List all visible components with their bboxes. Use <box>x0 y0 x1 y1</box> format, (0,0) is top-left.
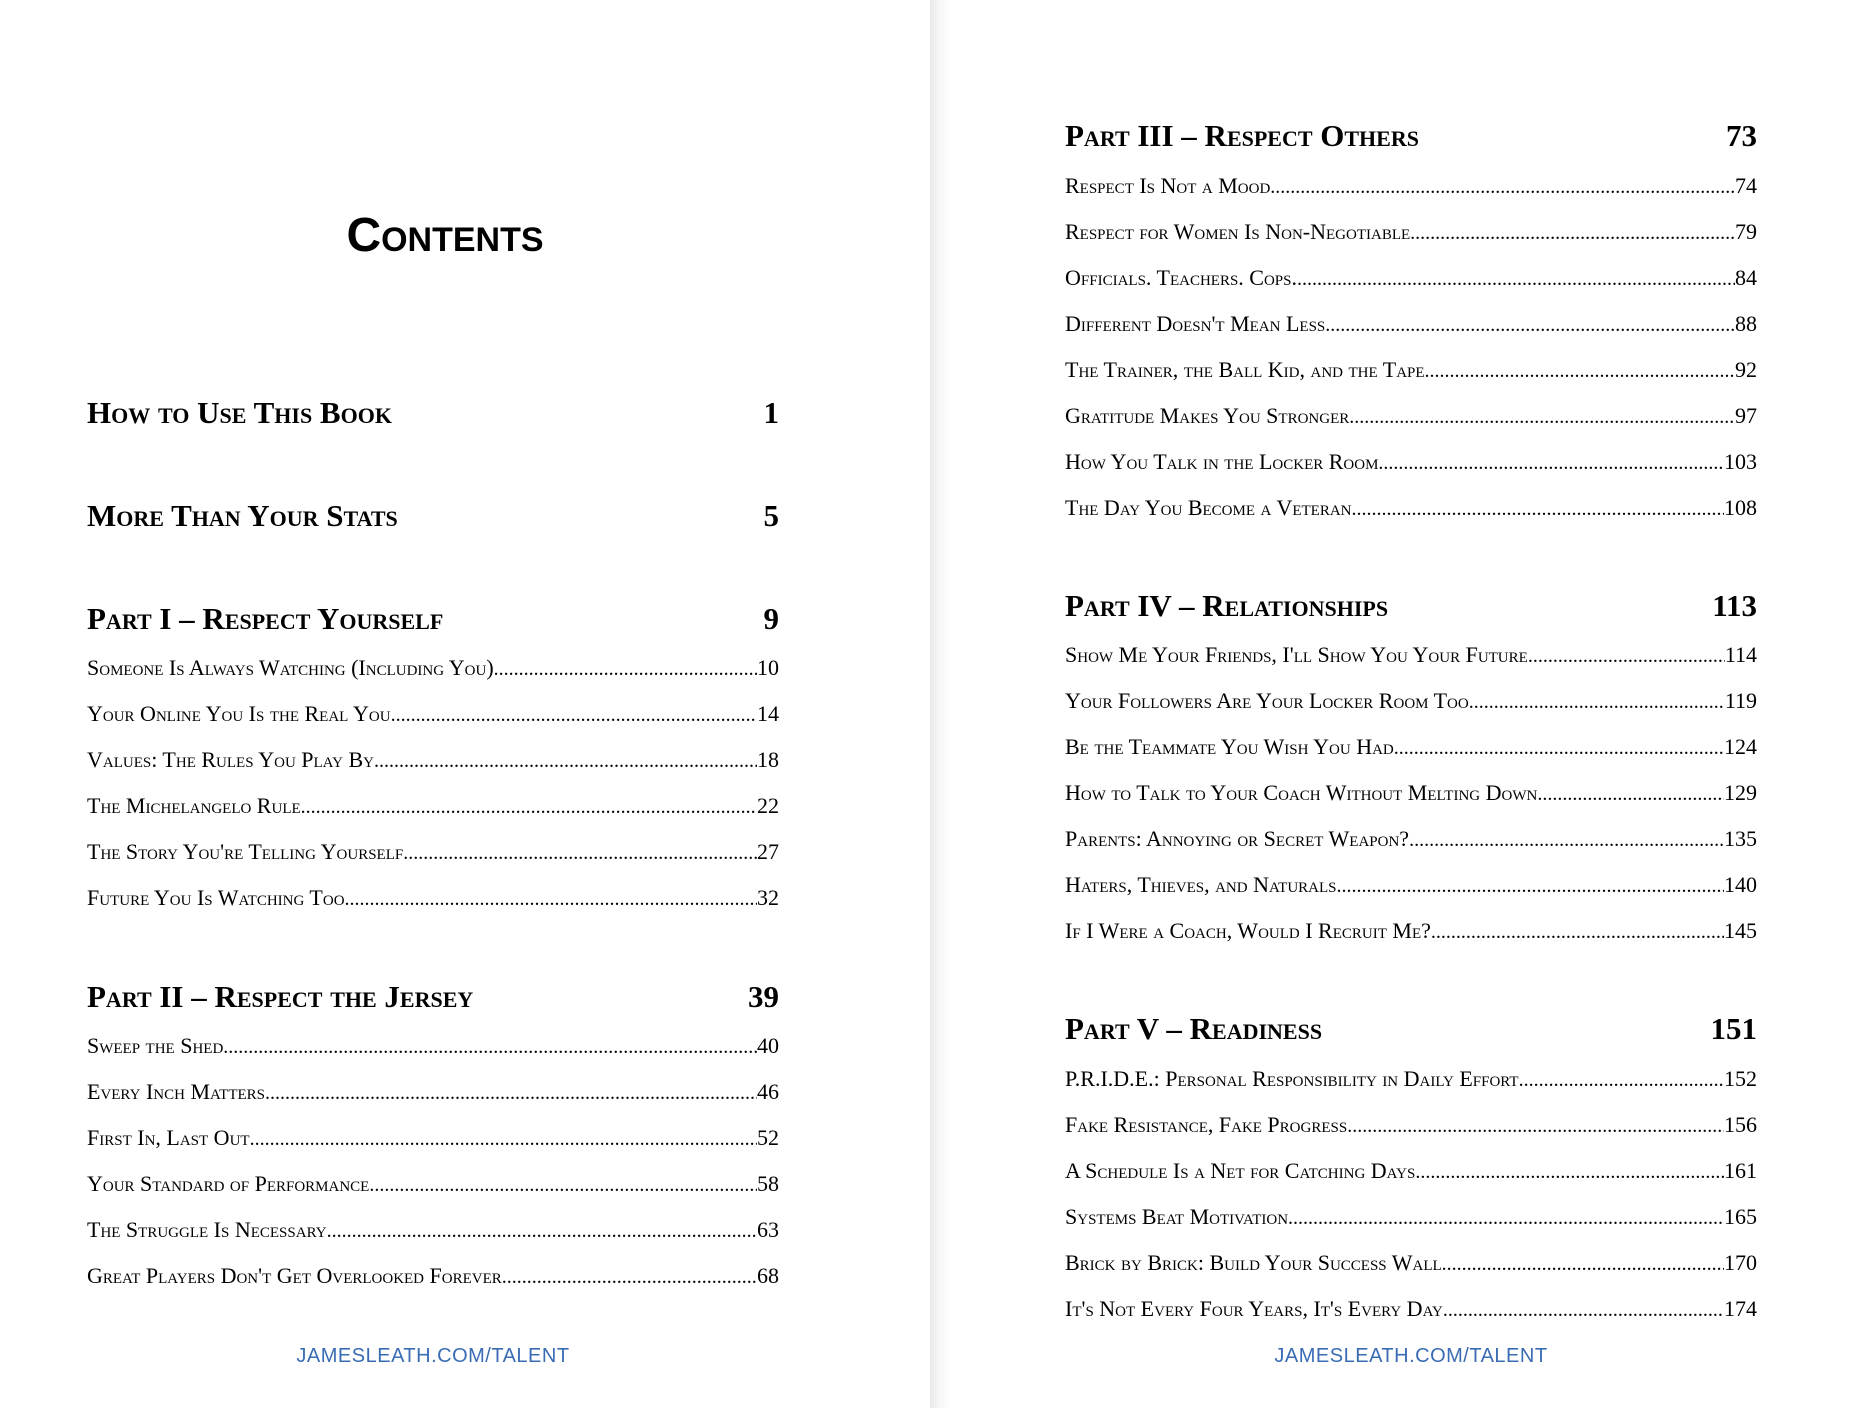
entry-page: 68 <box>757 1263 779 1288</box>
entry-page: 74 <box>1735 173 1757 198</box>
toc-heading[interactable] <box>87 395 779 431</box>
dot-leader <box>1297 265 1735 293</box>
toc-entry[interactable] <box>1065 1065 1757 1094</box>
contents-title: Contents <box>346 209 544 262</box>
entry-title: Fake Resistance, Fake Progress <box>1065 1112 1348 1137</box>
entry-page: 27 <box>757 839 779 864</box>
heading-title: How to Use This Book <box>87 395 392 430</box>
dot-leader <box>301 793 757 821</box>
heading-page: 1 <box>763 395 779 430</box>
entry-page: 140 <box>1724 872 1757 897</box>
entry-title: Your Standard of Performance <box>87 1171 370 1196</box>
entry-page: 10 <box>757 655 779 680</box>
entry-title: Brick by Brick: Build Your Success Wall <box>1065 1250 1442 1275</box>
dot-leader <box>1425 357 1735 385</box>
dot-leader <box>1431 918 1724 946</box>
toc-entry[interactable] <box>1065 641 1757 670</box>
part-page: 9 <box>763 601 779 636</box>
dot-leader <box>502 1263 757 1291</box>
dot-leader <box>391 701 757 729</box>
part-page: 151 <box>1710 1011 1757 1046</box>
entry-title: Values: The Rules You Play By <box>87 747 374 772</box>
footer-link[interactable]: JAMESLEATH.COM/TALENT <box>1274 1345 1548 1367</box>
toc-entry[interactable] <box>1065 356 1757 385</box>
dot-leader <box>1352 495 1725 523</box>
toc-entry[interactable] <box>1065 917 1757 946</box>
entry-page: 114 <box>1724 642 1757 667</box>
entry-page: 84 <box>1735 265 1757 290</box>
book-gutter <box>930 0 952 1408</box>
dot-leader <box>265 1079 757 1107</box>
dot-leader <box>1410 219 1735 247</box>
toc-entry[interactable] <box>1065 402 1757 431</box>
footer-link[interactable]: JAMESLEATH.COM/TALENT <box>296 1345 570 1367</box>
toc-entry[interactable] <box>87 1032 779 1061</box>
entry-page: 129 <box>1724 780 1757 805</box>
toc-entry[interactable] <box>1065 1295 1757 1324</box>
toc-entry[interactable] <box>87 1170 779 1199</box>
dot-leader <box>1349 403 1735 431</box>
dot-leader <box>1443 1296 1724 1324</box>
entry-page: 174 <box>1724 1296 1757 1321</box>
part-title: Part IV – Relationships <box>1065 588 1389 623</box>
dot-leader <box>374 747 757 775</box>
entry-page: 170 <box>1724 1250 1757 1275</box>
entry-title: How You Talk in the Locker Room <box>1065 449 1379 474</box>
entry-title: Future You Is Watching Too <box>87 885 345 910</box>
toc-entry[interactable] <box>1065 779 1757 808</box>
toc-entry[interactable] <box>1065 310 1757 339</box>
toc-entry[interactable] <box>1065 871 1757 900</box>
entry-title: Sweep the Shed <box>87 1033 224 1058</box>
dot-leader <box>1469 688 1725 716</box>
part-title: Part V – Readiness <box>1065 1011 1323 1046</box>
entry-title: The Michelangelo Rule <box>87 793 301 818</box>
dot-leader <box>1337 872 1725 900</box>
entry-page: 119 <box>1724 688 1757 713</box>
dot-leader <box>1415 1158 1724 1186</box>
entry-page: 88 <box>1735 311 1757 336</box>
toc-heading[interactable] <box>87 498 779 534</box>
entry-page: 145 <box>1724 918 1757 943</box>
entry-page: 152 <box>1724 1066 1757 1091</box>
entry-page: 156 <box>1724 1112 1757 1137</box>
entry-title: Gratitude Makes You Stronger <box>1065 403 1350 428</box>
dot-leader <box>345 885 757 913</box>
entry-page: 165 <box>1724 1204 1757 1229</box>
toc-entry[interactable] <box>87 1124 779 1153</box>
toc-entry[interactable] <box>87 746 779 775</box>
dot-leader <box>250 1125 757 1153</box>
entry-page: 18 <box>757 747 779 772</box>
dot-leader <box>1528 642 1725 670</box>
entry-title: Respect for Women Is Non-Negotiable <box>1065 219 1411 244</box>
part-page: 73 <box>1726 118 1757 153</box>
entry-page: 58 <box>757 1171 779 1196</box>
toc-entry[interactable] <box>87 654 779 683</box>
entry-title: Systems Beat Motivation <box>1065 1204 1289 1229</box>
toc-entry[interactable] <box>87 1078 779 1107</box>
dot-leader <box>403 839 757 867</box>
toc-entry[interactable] <box>1065 825 1757 854</box>
dot-leader <box>1325 311 1735 339</box>
dot-leader <box>223 1033 757 1061</box>
part-heading[interactable] <box>1065 1011 1757 1047</box>
entry-title: It's Not Every Four Years, It's Every Day <box>1065 1296 1443 1321</box>
entry-title: Be the Teammate You Wish You Had <box>1065 734 1394 759</box>
toc-entry[interactable] <box>1065 448 1757 477</box>
part-title: Part I – Respect Yourself <box>87 601 444 636</box>
toc-entry[interactable] <box>1065 1111 1757 1140</box>
entry-title: Parents: Annoying or Secret Weapon? <box>1065 826 1410 851</box>
entry-page: 14 <box>757 701 779 726</box>
toc-entry[interactable] <box>87 1262 779 1291</box>
dot-leader <box>1394 734 1724 762</box>
entry-title: The Trainer, the Ball Kid, and the Tape <box>1065 357 1425 382</box>
part-page: 39 <box>748 979 779 1014</box>
toc-entry[interactable] <box>1065 733 1757 762</box>
entry-title: Haters, Thieves, and Naturals <box>1065 872 1337 897</box>
toc-entry[interactable] <box>87 700 779 729</box>
entry-title: Different Doesn't Mean Less <box>1065 311 1326 336</box>
part-title: Part II – Respect the Jersey <box>87 979 474 1014</box>
entry-title: Every Inch Matters <box>87 1079 266 1104</box>
entry-page: 40 <box>757 1033 779 1058</box>
entry-page: 79 <box>1735 219 1757 244</box>
dot-leader <box>327 1217 757 1245</box>
entry-page: 124 <box>1724 734 1757 759</box>
entry-page: 32 <box>757 885 779 910</box>
part-heading[interactable] <box>87 979 779 1015</box>
part-heading[interactable] <box>1065 118 1757 154</box>
heading-title: More Than Your Stats <box>87 498 398 533</box>
entry-title: Your Followers Are Your Locker Room Too <box>1065 688 1469 713</box>
toc-entry[interactable] <box>1065 264 1757 293</box>
entry-title: P.R.I.D.E.: Personal Responsibility in Daily Effort <box>1065 1066 1519 1091</box>
entry-page: 135 <box>1724 826 1757 851</box>
entry-title: Show Me Your Friends, I'll Show You Your Future <box>1065 642 1528 667</box>
toc-entry[interactable] <box>1065 494 1757 523</box>
toc-entry[interactable] <box>1065 218 1757 247</box>
entry-page: 103 <box>1724 449 1757 474</box>
entry-title: Great Players Don't Get Overlooked Forever <box>87 1263 502 1288</box>
entry-title: First In, Last Out <box>87 1125 250 1150</box>
entry-page: 63 <box>757 1217 779 1242</box>
entry-title: If I Were a Coach, Would I Recruit Me? <box>1065 918 1431 943</box>
entry-title: Officials. Teachers. Cops. <box>1065 265 1297 290</box>
part-heading[interactable] <box>87 601 779 637</box>
dot-leader <box>369 1171 757 1199</box>
entry-title: Someone Is Always Watching (Including You) <box>87 655 494 680</box>
dot-leader <box>1537 780 1724 808</box>
entry-title: A Schedule Is a Net for Catching Days <box>1065 1158 1416 1183</box>
part-heading[interactable] <box>1065 588 1757 624</box>
entry-title: Your Online You Is the Real You <box>87 701 391 726</box>
toc-entry[interactable] <box>1065 172 1757 201</box>
dot-leader <box>1378 449 1724 477</box>
entry-page: 22 <box>757 793 779 818</box>
toc-entry[interactable] <box>1065 687 1757 716</box>
dot-leader <box>1442 1250 1724 1278</box>
entry-title: How to Talk to Your Coach Without Melting Down <box>1065 780 1538 805</box>
entry-title: Respect Is Not a Mood <box>1065 173 1271 198</box>
part-title: Part III – Respect Others <box>1065 118 1419 153</box>
entry-page: 46 <box>757 1079 779 1104</box>
dot-leader <box>494 655 757 683</box>
dot-leader <box>1519 1066 1724 1094</box>
dot-leader <box>1409 826 1724 854</box>
toc-entry[interactable] <box>1065 1203 1757 1232</box>
toc-entry[interactable] <box>87 838 779 867</box>
entry-page: 161 <box>1724 1158 1757 1183</box>
toc-entry[interactable] <box>1065 1249 1757 1278</box>
entry-page: 52 <box>757 1125 779 1150</box>
entry-page: 97 <box>1735 403 1757 428</box>
part-page: 113 <box>1712 588 1757 623</box>
toc-entry[interactable] <box>87 1216 779 1245</box>
entry-page: 108 <box>1724 495 1757 520</box>
entry-page: 92 <box>1735 357 1757 382</box>
entry-title: The Struggle Is Necessary <box>87 1217 327 1242</box>
dot-leader <box>1288 1204 1724 1232</box>
heading-page: 5 <box>763 498 779 533</box>
toc-entry[interactable] <box>87 792 779 821</box>
toc-entry[interactable] <box>87 884 779 913</box>
toc-entry[interactable] <box>1065 1157 1757 1186</box>
dot-leader <box>1270 173 1735 201</box>
entry-title: The Day You Become a Veteran <box>1065 495 1352 520</box>
dot-leader <box>1347 1112 1724 1140</box>
entry-title: The Story You're Telling Yourself <box>87 839 404 864</box>
